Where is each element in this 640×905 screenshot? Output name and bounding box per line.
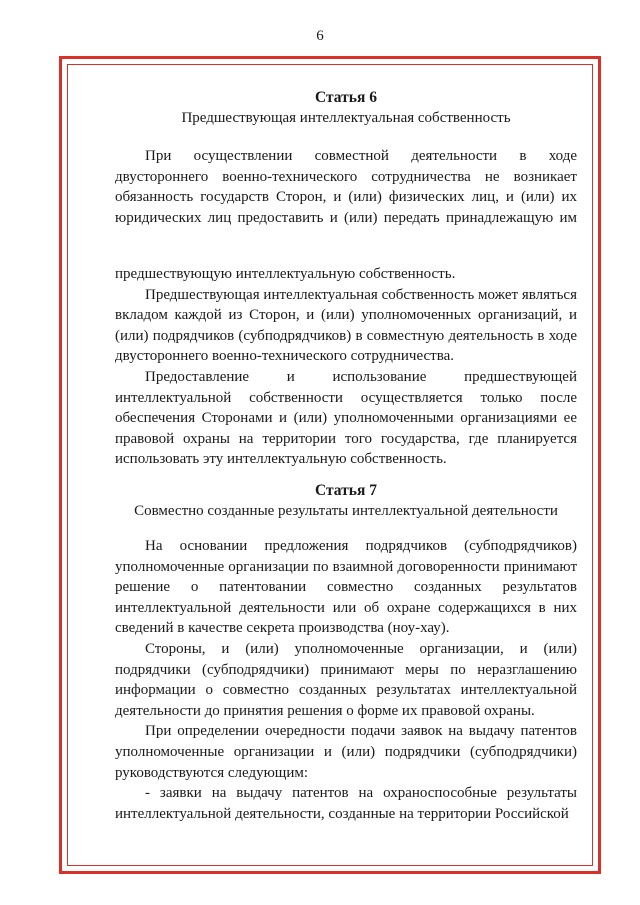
article-7-para-2: Стороны, и (или) уполномоченные организации, и (или) подрядчики (субподрядчики) принимают меры по неразглашению информации о совместно созданных результатах интеллектуальной деятельности до принятия решения о форме их правовой охраны. — [115, 640, 577, 719]
article-6-subtitle: Предшествующая интеллектуальная собственность — [181, 110, 511, 126]
article-6-paragraph-1 — [115, 146, 577, 228]
article-6-title: Статья 6 — [315, 89, 377, 106]
article-7-header — [115, 481, 577, 521]
article-6-body — [115, 264, 577, 470]
article-7-subtitle: Совместно созданные результаты интеллектуальной деятельности — [134, 503, 558, 519]
article-7-para-4: - заявки на выдачу патентов на охраноспособные результаты интеллектуальной деятельности, созданные на территории Российской — [115, 785, 577, 822]
article-7-body — [115, 536, 577, 824]
article-7-para-1: На основании предложения подрядчиков (субподрядчиков) уполномоченные организации по взаимной договоренности принимают решение о патентовании совместно созданных результатов интеллектуальной деятельности или об охране содержащихся в них сведений в качестве секрета производства (ноу-хау). — [115, 538, 577, 637]
article-7-title: Статья 7 — [315, 482, 377, 499]
article-6-para-1-continued: предшествующую интеллектуальную собственность. — [115, 266, 456, 282]
page-number: 6 — [316, 28, 324, 44]
article-6-para-3: Предоставление и использование предшествующей интеллектуальной собственности осуществляется только после обеспечения Сторонами и (или) уполномоченными организациями ее правовой охраны на территории того государства, где планируется использовать эту интеллектуальную собственность. — [115, 368, 577, 468]
article-7-para-3: При определении очередности подачи заявок на выдачу патентов уполномоченные организации и (или) подрядчики (субподрядчики) руководствуются следующим: — [115, 723, 577, 781]
article-6-para-1: При осуществлении совместной деятельности в ходе двустороннего военно-технического сотрудничества не возникает обязанность государств Сторон, и (или) физических лиц, и (или) их юридических лиц предоставить и (или) передать принадлежащую им — [115, 148, 577, 226]
article-6-header — [115, 88, 577, 128]
article-6-para-2: Предшествующая интеллектуальная собственность может являться вкладом каждой из Сторон, и (или) уполномоченных организаций, и (или) подрядчиков (субподрядчиков) в совместную деятельность в ходе двустороннего военно-технического сотрудничества. — [115, 286, 577, 365]
